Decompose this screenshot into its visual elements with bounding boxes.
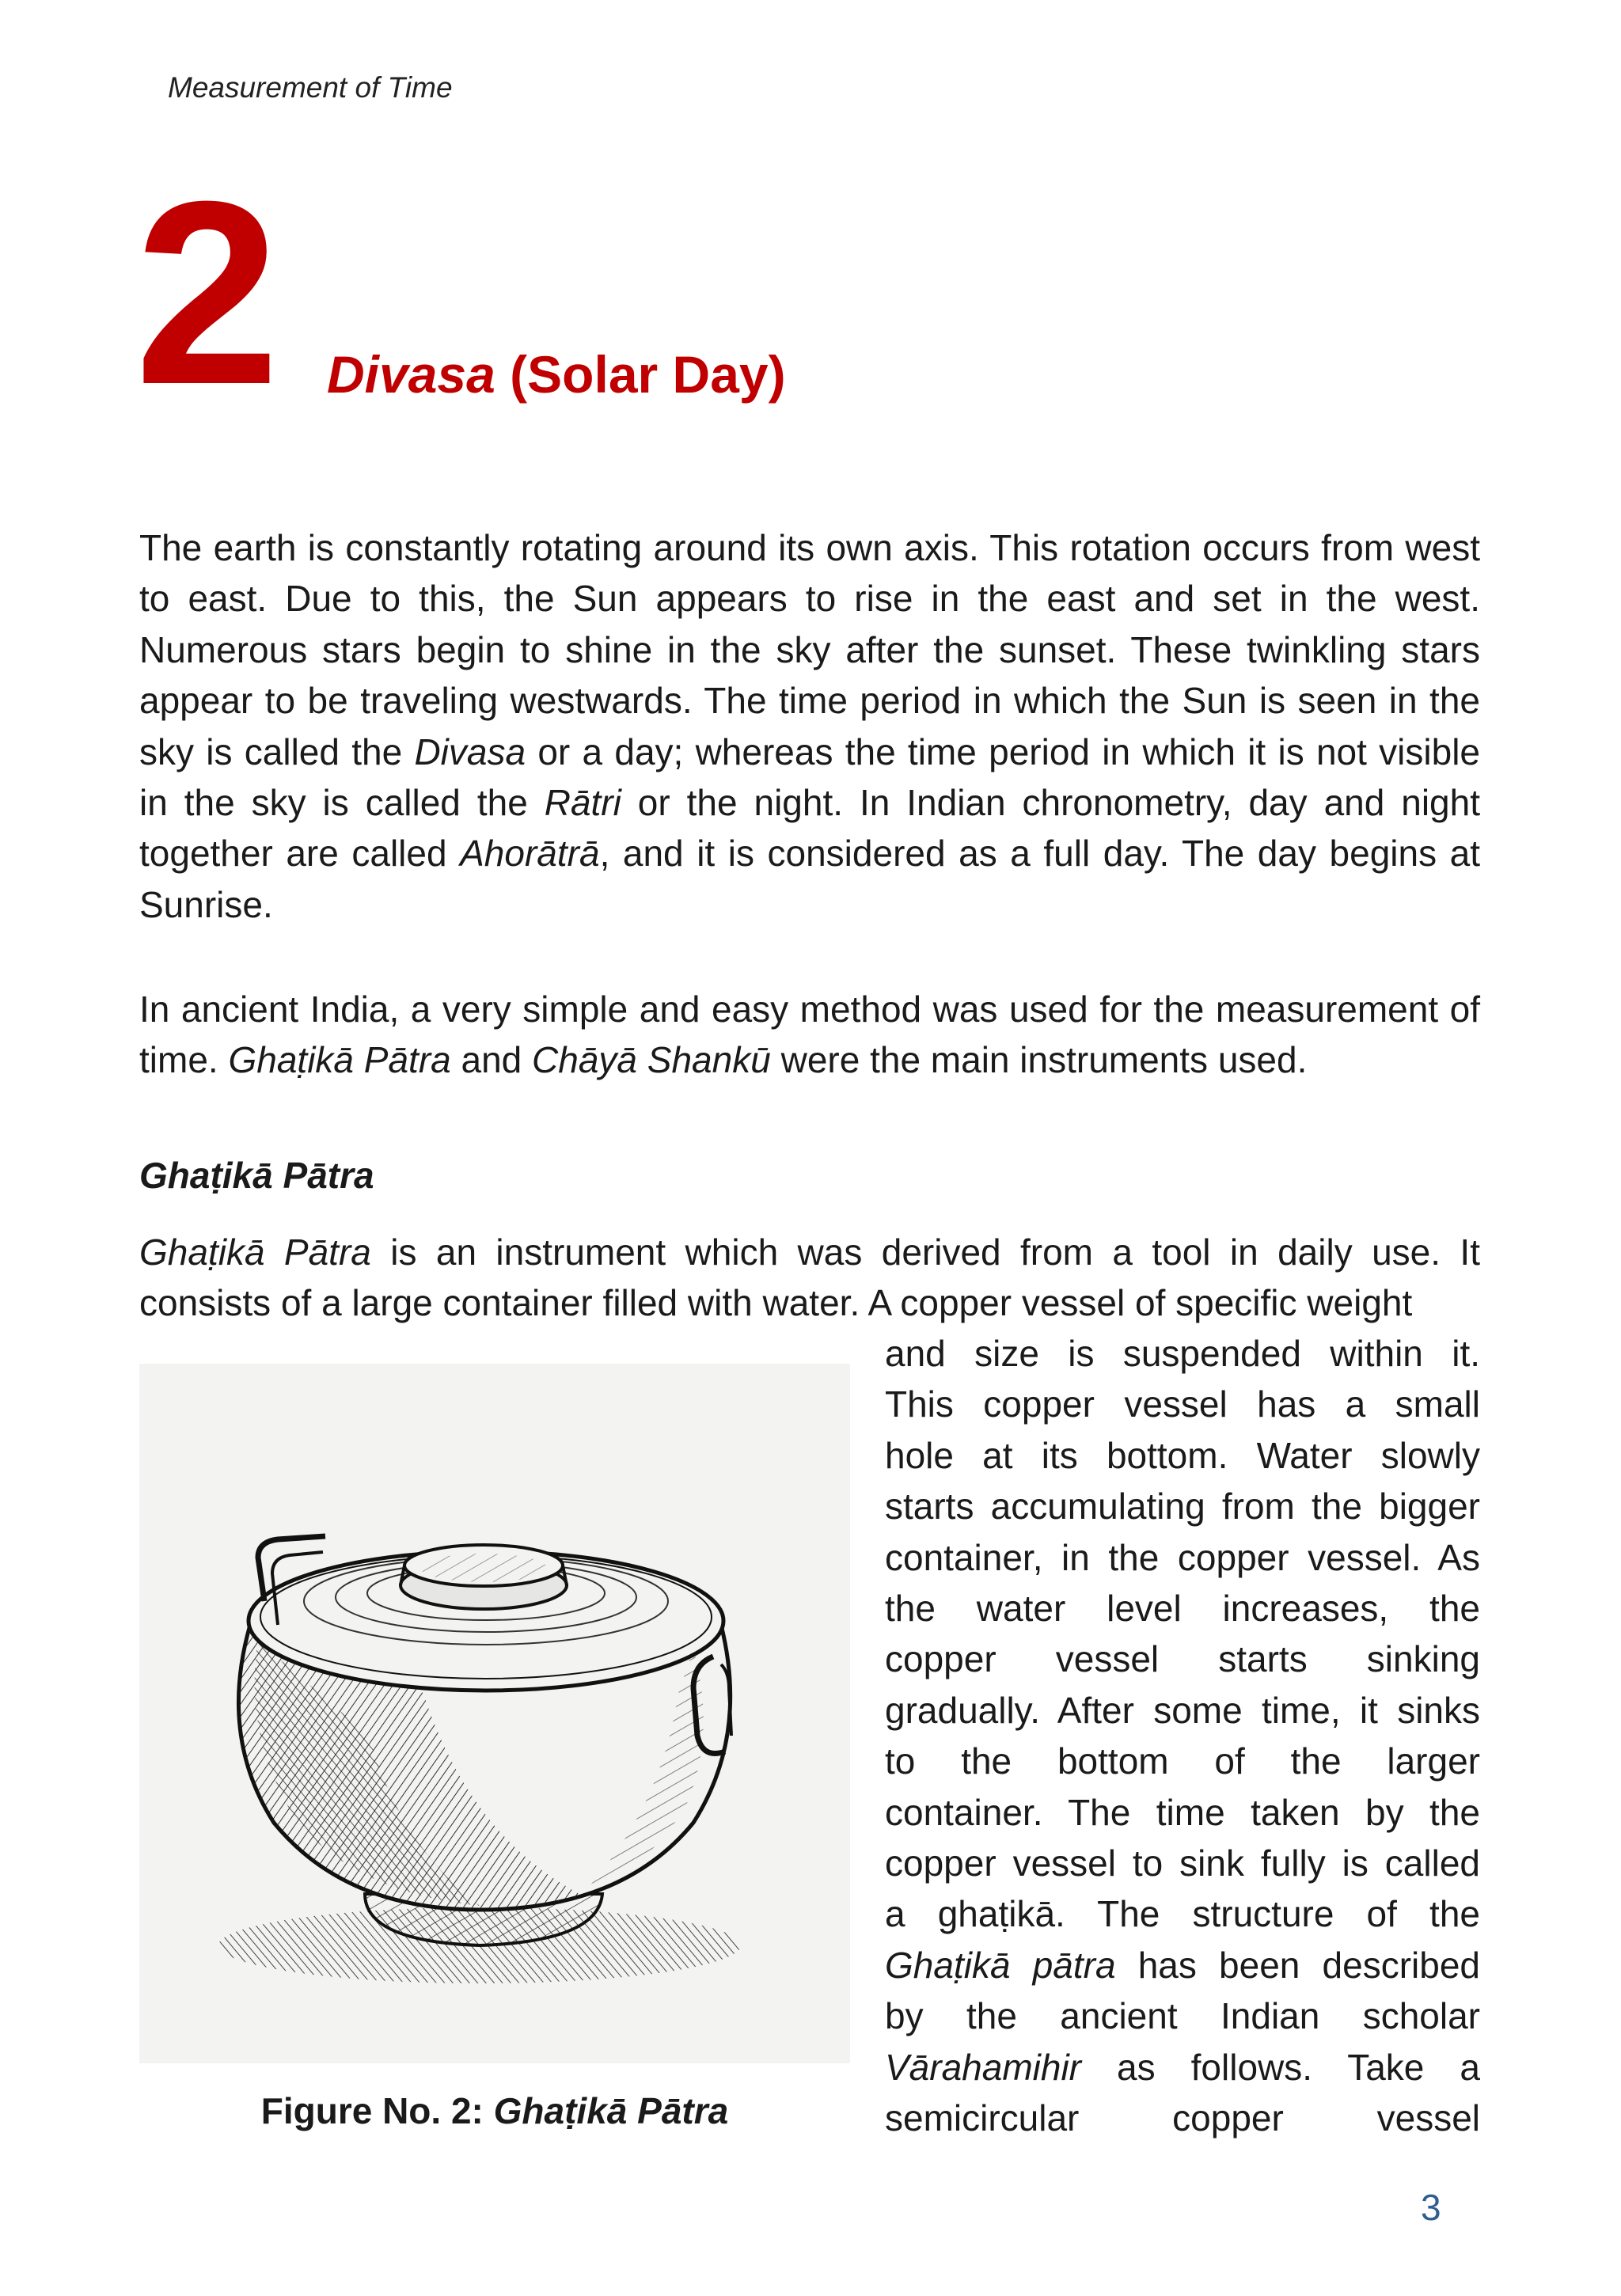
side-text-line (885, 1583, 1480, 1634)
side-text-run: Ghaṭikā pātra (885, 1944, 1116, 1986)
text-run: In ancient India, a very simple and easy method was used for the measurement of time. (139, 989, 1480, 1081)
side-text-run: to the bottom of the larger (885, 1740, 1480, 1782)
side-text-run: semicircular copper vessel (885, 2097, 1480, 2139)
side-text-line (885, 1736, 1480, 1786)
side-text-line (885, 1888, 1480, 1939)
side-text-run: copper vessel starts sinking (885, 1638, 1480, 1680)
text-run: or the night. In Indian chronometry, day and night together are called (139, 782, 1480, 875)
ghatika-patra-illustration (139, 1364, 850, 2063)
side-text-line (885, 1379, 1480, 1429)
side-text-line (885, 1430, 1480, 1481)
side-text-line (885, 1838, 1480, 1888)
chapter-title (327, 345, 786, 404)
side-text-run: starts accumulating from the bigger (885, 1486, 1480, 1528)
side-text-run: a ghaṭikā. The structure of the (885, 1893, 1480, 1935)
side-text-line (885, 1481, 1480, 1531)
page-number: 3 (1421, 2187, 1441, 2228)
side-text-line (885, 1634, 1480, 1684)
side-text-run: Vārahamihir (885, 2046, 1081, 2088)
side-text-run: by the ancient Indian scholar (885, 1995, 1480, 2037)
figure-caption-title: Ghaṭikā Pātra (493, 2090, 729, 2131)
text-run: Ghaṭikā Pātra (139, 1231, 371, 1273)
side-text-line (885, 1532, 1480, 1583)
text-run: The earth is constantly rotating around its own axis. This rotation occurs from west to east. Due to this, the Sun appears to rise in the east and set in the west. Numerous stars begin to shine in the sky after the sunset. These twinkling stars appear to be traveling westwards. The time period in which the Sun is seen in the sky is called the (139, 527, 1480, 772)
chapter-title-italic: Divasa (327, 345, 495, 404)
figure-caption (139, 2089, 850, 2132)
text-run: is an instrument which was derived from a tool in daily use. It consists of a large container filled with water. A copper vessel of specific weight (139, 1231, 1480, 1324)
section-heading: Ghaṭikā Pātra (139, 1155, 374, 1196)
side-text-line (885, 1940, 1480, 1990)
side-text-line (885, 1328, 1480, 1379)
text-run: Chāyā Shankū (532, 1039, 771, 1081)
side-text-line (885, 1685, 1480, 1736)
side-text-run: hole at its bottom. Water slowly (885, 1434, 1480, 1476)
side-text-line (885, 2093, 1480, 2143)
figure-caption-prefix: Figure No. 2: (260, 2090, 494, 2131)
side-text-line (885, 2042, 1480, 2093)
text-run: were the main instruments used. (770, 1039, 1308, 1081)
text-run: Ghaṭikā Pātra (228, 1039, 451, 1081)
chapter-number: 2 (135, 146, 275, 438)
text-run: or a day; whereas the time period in which it is not visible in the sky is called the (139, 731, 1481, 824)
text-run: and (450, 1039, 533, 1081)
side-text-run: gradually. After some time, it sinks (885, 1689, 1480, 1731)
ghatika-paragraph (139, 1227, 1480, 1329)
side-text-line (885, 1990, 1480, 2041)
intro-paragraph (139, 522, 1480, 930)
side-text-run: copper vessel to sink fully is called (885, 1842, 1480, 1884)
side-text-run: This copper vessel has a small (885, 1383, 1480, 1425)
side-text-run: as follows. Take a (1081, 2046, 1480, 2088)
text-run: Rātri (544, 782, 621, 824)
text-run: Ahorātrā (460, 833, 600, 875)
text-run: , and it is considered as a full day. The day begins at Sunrise. (139, 833, 1480, 925)
text-run: Divasa (414, 731, 526, 772)
side-text-run: the water level increases, the (885, 1588, 1480, 1630)
side-text-run: container, in the copper vessel. As (885, 1536, 1480, 1578)
side-column-text (885, 1328, 1480, 2144)
side-text-run: and size is suspended within it. (885, 1333, 1480, 1374)
side-text-run: container. The time taken by the (885, 1791, 1480, 1833)
chapter-title-rest: (Solar Day) (495, 345, 786, 404)
side-text-run: has been described (1115, 1944, 1480, 1986)
running-head: Measurement of Time (168, 71, 453, 104)
side-text-line (885, 1787, 1480, 1838)
instruments-paragraph (139, 984, 1480, 1086)
